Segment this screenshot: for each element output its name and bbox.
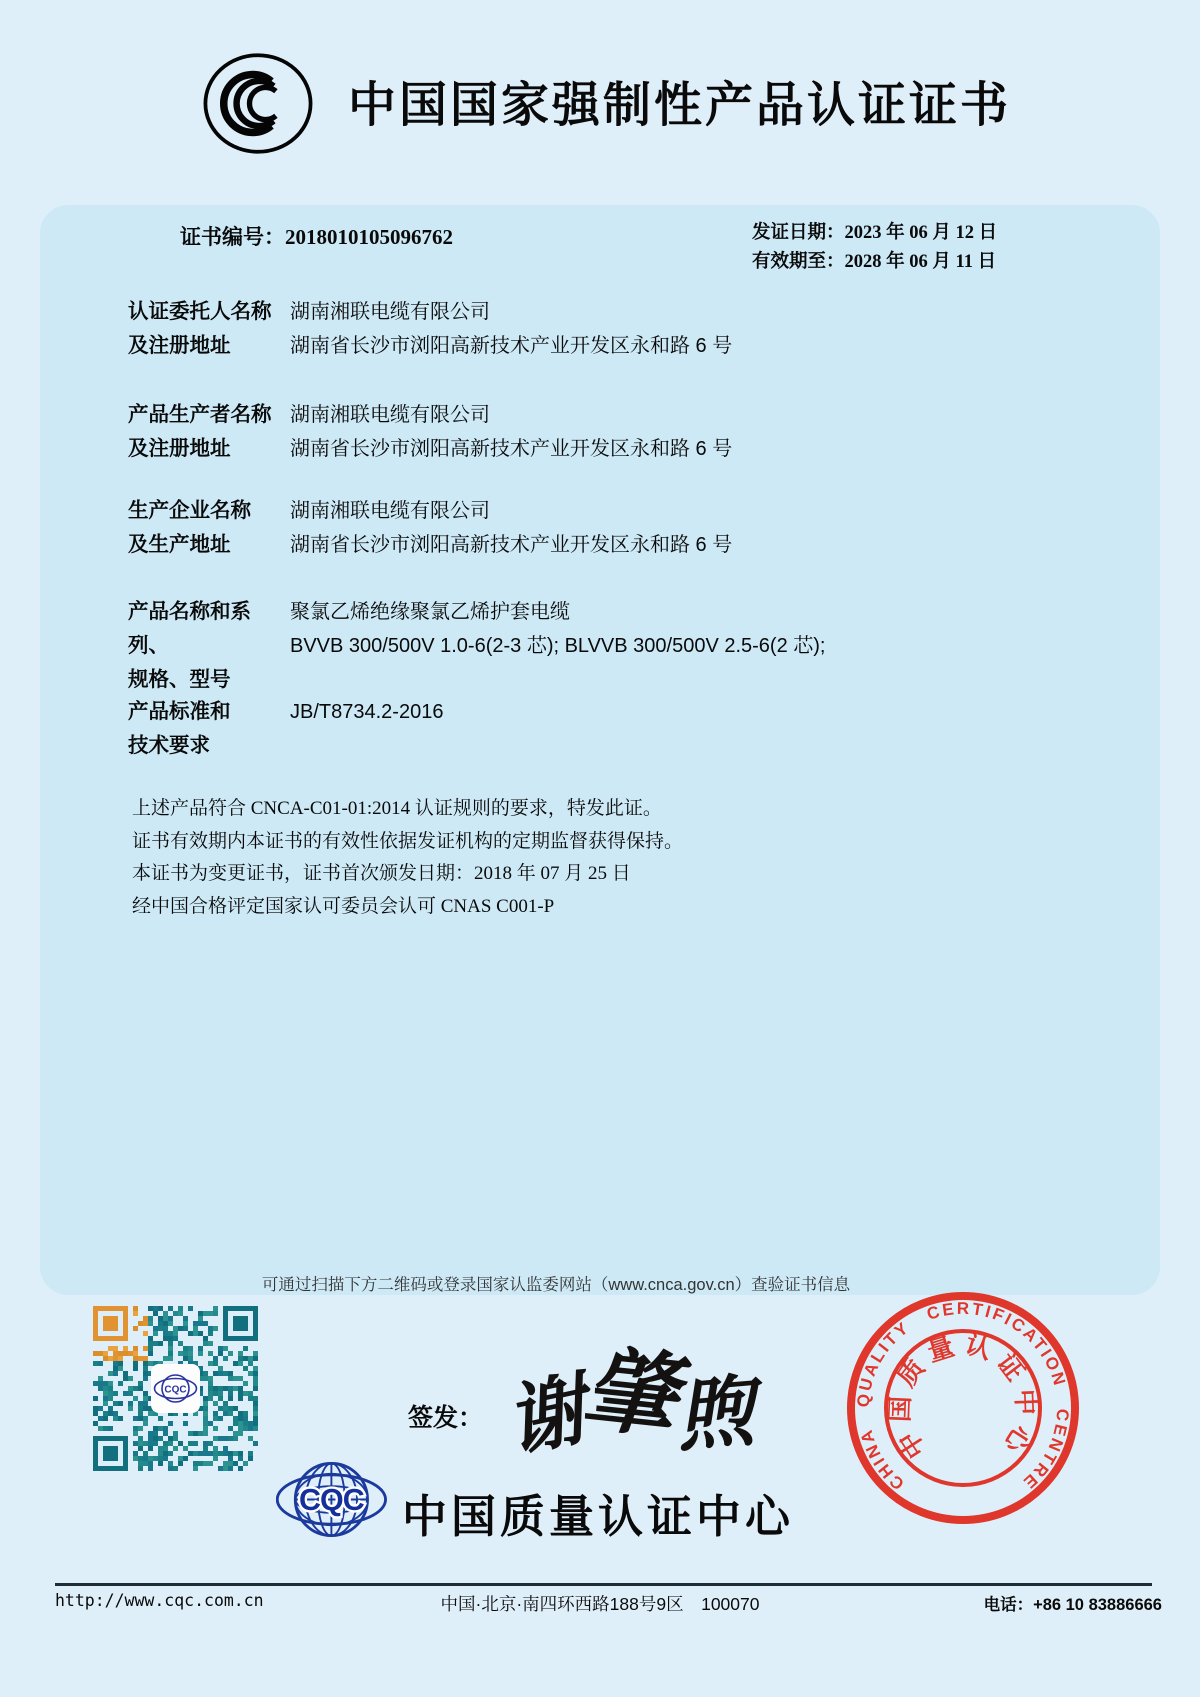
- field-label-line1: 产品名称和系列、: [128, 600, 251, 657]
- field-label-line2: 规格、型号: [128, 668, 231, 691]
- field-label-line1: 认证委托人名称: [128, 300, 272, 323]
- field-label-line1: 产品标准和: [128, 700, 231, 723]
- field-label-line2: 技术要求: [128, 734, 210, 757]
- field-value-line1: 聚氯乙烯绝缘聚氯乙烯护套电缆: [290, 601, 570, 623]
- field-row-manufacturer: [128, 494, 1138, 562]
- field-value-line2: 湖南省长沙市浏阳高新技术产业开发区永和路 6 号: [290, 534, 733, 556]
- footer-phone: 电话：+86 10 83886666: [983, 1596, 1162, 1614]
- issuer-name: 中国质量认证中心: [402, 1491, 795, 1542]
- certificate-dates: [752, 219, 997, 277]
- field-value-line1: 湖南湘联电缆有限公司: [290, 301, 490, 323]
- valid-until-line: [752, 248, 997, 277]
- signer-signature: 谢肇煦: [498, 1338, 758, 1467]
- statement-line: 经中国合格评定国家认可委员会认可 CNAS C001-P: [132, 895, 555, 917]
- certificate-panel: [40, 205, 1160, 1295]
- valid-until-label: 有效期至：: [752, 252, 845, 272]
- certificate-number-line: [180, 221, 453, 251]
- footer-website: http://www.cqc.com.cn: [55, 1591, 264, 1610]
- seal-text-en: CHINA QUALITY CERTIFICATION CENTRE: [853, 1298, 1073, 1494]
- cqc-logo-text: CQC: [299, 1482, 364, 1517]
- field-row-applicant: [128, 295, 1138, 363]
- issue-date-label: 发证日期：: [752, 223, 845, 243]
- field-value-line2: 湖南省长沙市浏阳高新技术产业开发区永和路 6 号: [290, 335, 733, 357]
- field-value-line2: BVVB 300/500V 1.0-6(2-3 芯); BLVVB 300/500V 2.5-6(2 芯);: [290, 635, 826, 657]
- statement-line: 证书有效期内本证书的有效性依据发证机构的定期监督获得保持。: [132, 830, 684, 852]
- page-title: 中国国家强制性产品认证证书: [348, 79, 1012, 132]
- field-label-line1: 产品生产者名称: [128, 403, 272, 426]
- issue-date-line: [752, 219, 997, 248]
- statement-line: 本证书为变更证书，证书首次颁发日期：2018 年 07 月 25 日: [132, 863, 631, 884]
- svg-text:CQC: CQC: [164, 1384, 187, 1396]
- field-value-line2: 湖南省长沙市浏阳高新技术产业开发区永和路 6 号: [290, 438, 733, 460]
- field-label-line1: 生产企业名称: [128, 499, 251, 522]
- statement-line: 上述产品符合 CNCA-C01-01:2014 认证规则的要求，特发此证。: [132, 798, 662, 819]
- cqc-red-seal: [843, 1288, 1083, 1528]
- qr-code: [93, 1306, 258, 1471]
- field-row-producer: [128, 398, 1138, 466]
- footer-divider: [55, 1583, 1152, 1586]
- field-label-line2: 及注册地址: [128, 437, 231, 460]
- sign-label: 签发：: [408, 1405, 484, 1432]
- field-value-line1: JB/T8734.2-2016: [290, 701, 444, 723]
- issue-date-value: 2023 年 06 月 12 日: [844, 223, 998, 243]
- valid-until-value: 2028 年 06 月 11 日: [844, 252, 997, 272]
- field-label-line2: 及注册地址: [128, 334, 231, 357]
- cqc-logo-icon: [276, 1452, 402, 1547]
- ccc-logo-icon: [202, 52, 314, 155]
- footer-address: 中国·北京·南四环西路188号9区 100070: [440, 1594, 760, 1614]
- verify-note: 可通过扫描下方二维码或登录国家认监委网站（www.cnca.gov.cn）查验证书信息: [261, 1276, 851, 1294]
- seal-text-cn: 中国质量认证中心: [885, 1329, 1041, 1464]
- field-value-line1: 湖南湘联电缆有限公司: [290, 404, 490, 426]
- field-row-product: [128, 595, 1138, 697]
- certificate-number: 2018010105096762: [285, 225, 453, 249]
- field-label-line2: 及生产地址: [128, 533, 231, 556]
- statements-block: [132, 793, 683, 923]
- field-value-line1: 湖南湘联电缆有限公司: [290, 500, 490, 522]
- certificate-number-label: 证书编号：: [180, 225, 285, 249]
- field-row-standard: [128, 695, 1138, 763]
